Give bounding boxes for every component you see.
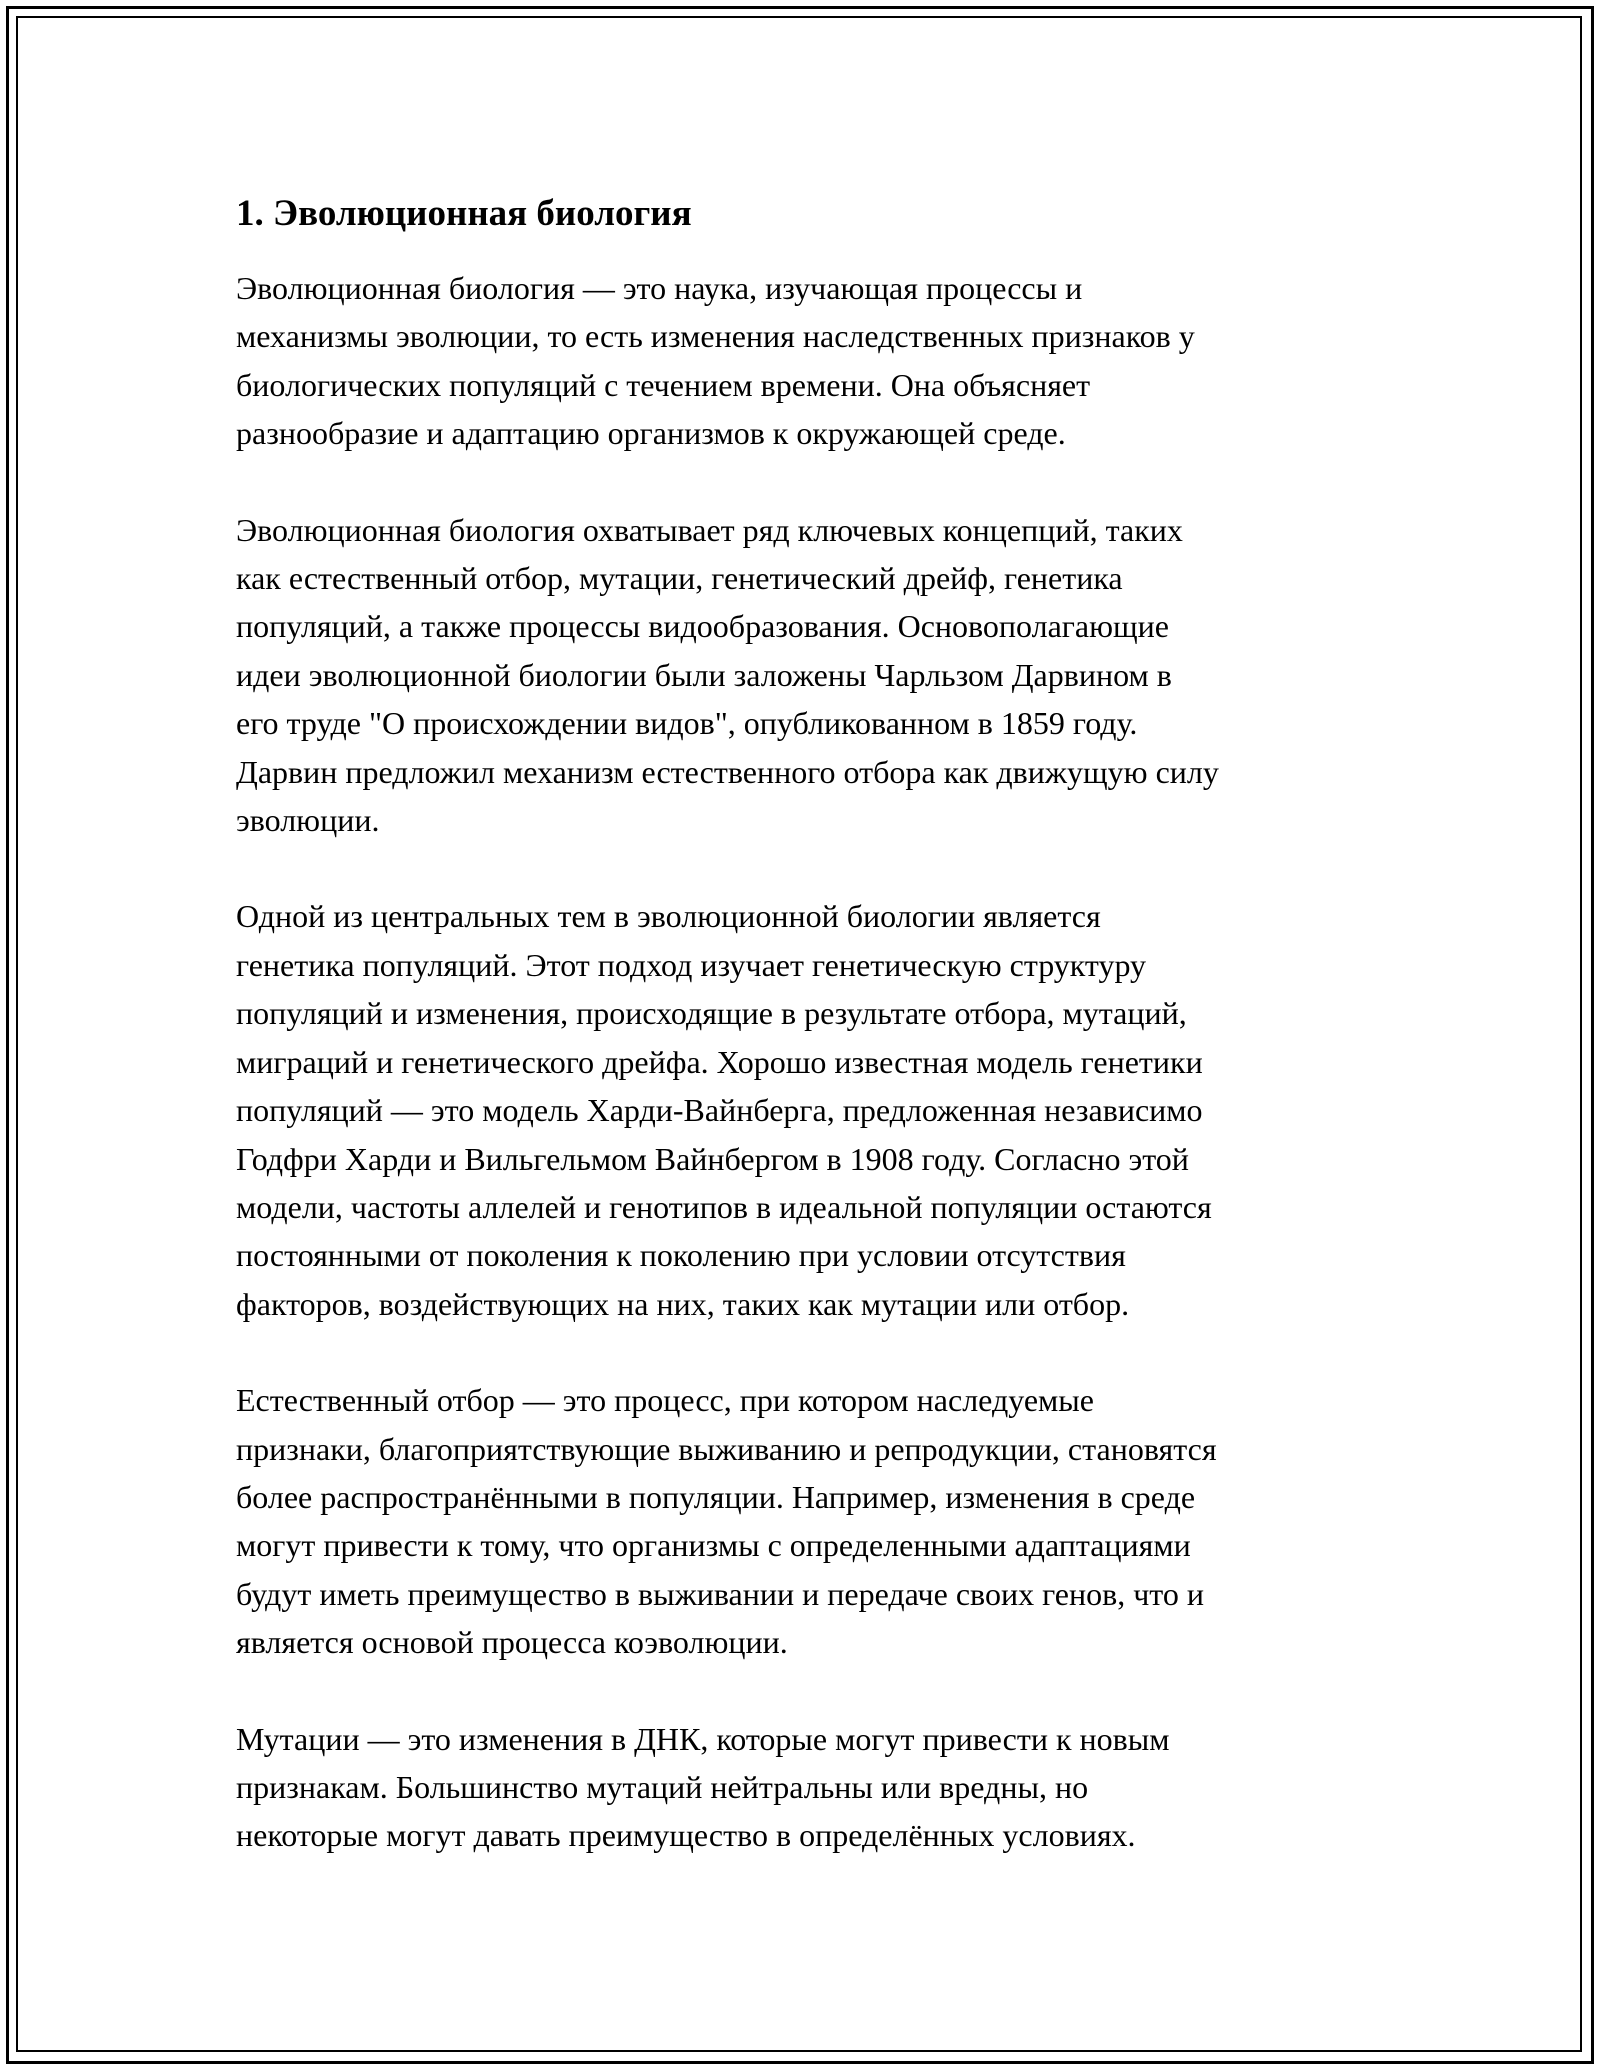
text-line: модели, частоты аллелей и генотипов в идеальной популяции остаются (236, 1188, 1212, 1225)
text-line: некоторые могут давать преимущество в определённых условиях. (236, 1817, 1136, 1854)
paragraph-2 (236, 506, 1386, 845)
text-line: разнообразие и адаптацию организмов к окружающей среде. (236, 415, 1066, 452)
text-line: как естественный отбор, мутации, генетический дрейф, генетика (236, 560, 1123, 597)
text-line: генетика популяций. Этот подход изучает генетическую структуру (236, 946, 1147, 983)
text-line: Эволюционная биология охватывает ряд ключевых концепций, таких (236, 511, 1183, 548)
text-line: Годфри Харди и Вильгельмом Вайнбергом в 1908 году. Согласно этой (236, 1140, 1189, 1177)
document-page (236, 190, 1386, 1908)
text-line: Одной из центральных тем в эволюционной биологии является (236, 898, 1101, 935)
text-line: популяций, а также процессы видообразования. Основополагающие (236, 608, 1169, 645)
text-line: эволюции. (236, 802, 380, 839)
text-line: Эволюционная биология — это наука, изучающая процессы и (236, 270, 1083, 306)
text-line: постоянными от поколения к поколению при условии отсутствия (236, 1237, 1126, 1274)
text-line: механизмы эволюции, то есть изменения наследственных признаков у (236, 318, 1195, 355)
text-line: популяций — это модель Харди-Вайнберга, предложенная независимо (236, 1092, 1203, 1129)
text-line: идеи эволюционной биологии были заложены Чарльзом Дарвином в (236, 656, 1172, 693)
text-line: могут привести к тому, что организмы с определенными адаптациями (236, 1527, 1191, 1564)
text-line: факторов, воздействующих на них, таких как мутации или отбор. (236, 1285, 1130, 1322)
paragraph-5 (236, 1715, 1386, 1860)
text-line: признакам. Большинство мутаций нейтральны или вредны, но (236, 1768, 1089, 1805)
text-line: Дарвин предложил механизм естественного отбора как движущую силу (236, 753, 1219, 790)
text-line: миграций и генетического дрейфа. Хорошо известная модель генетики (236, 1043, 1203, 1080)
text-line: более распространёнными в популяции. Например, изменения в среде (236, 1478, 1196, 1515)
text-line: является основой процесса коэволюции. (236, 1624, 788, 1661)
text-line: его труде "О происхождении видов", опубликованном в 1859 году. (236, 705, 1138, 742)
paragraph-4 (236, 1376, 1386, 1666)
text-line: биологических популяций с течением времени. Она объясняет (236, 366, 1091, 403)
text-line: Мутации — это изменения в ДНК, которые могут привести к новым (236, 1720, 1170, 1757)
text-line: популяций и изменения, происходящие в результате отбора, мутаций, (236, 995, 1187, 1032)
text-line: признаки, благоприятствующие выживанию и репродукции, становятся (236, 1430, 1217, 1467)
text-line: будут иметь преимущество в выживании и передаче своих генов, что и (236, 1575, 1204, 1612)
paragraph-3 (236, 892, 1386, 1328)
text-line: Естественный отбор — это процесс, при котором наследуемые (236, 1382, 1094, 1419)
paragraph-1 (236, 264, 1386, 458)
section-heading: 1. Эволюционная биология (236, 193, 692, 234)
